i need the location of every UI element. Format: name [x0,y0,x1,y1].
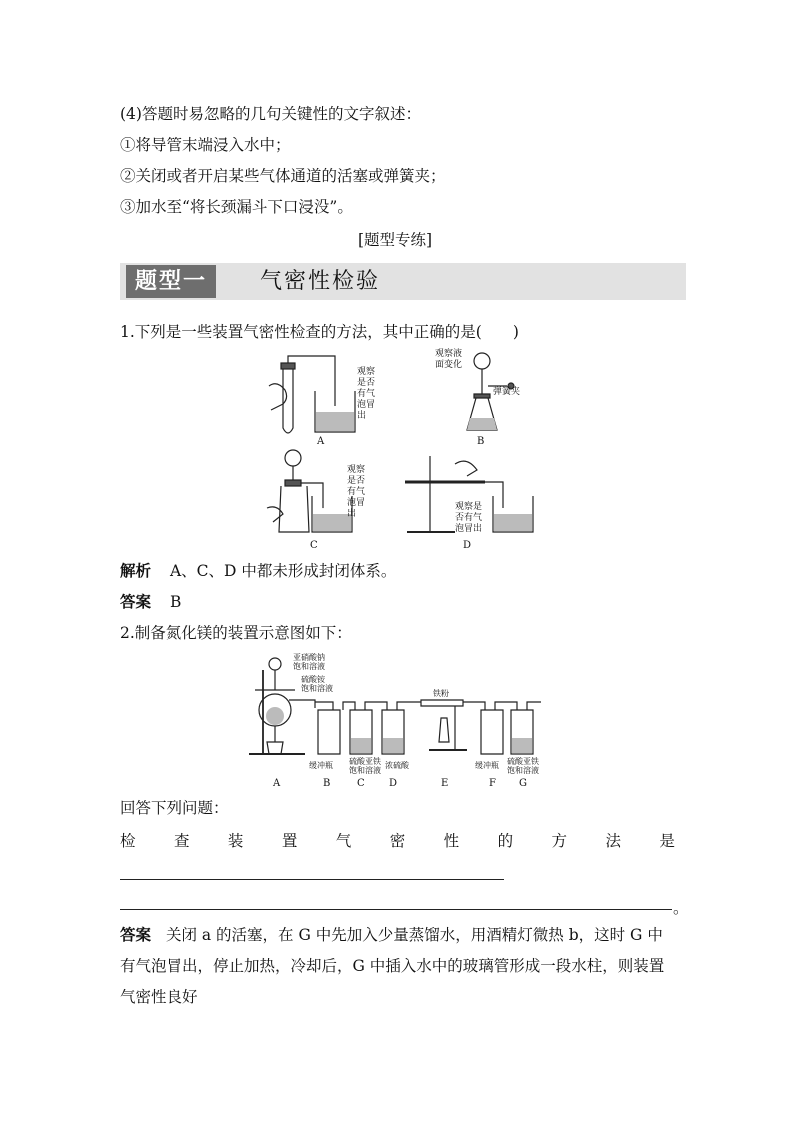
q2-answer-line-1 [120,925,663,945]
a-note-1: 观察 [357,367,376,377]
a-hand [269,384,287,410]
top-note-1a: 亚硝酸钠 [293,653,325,662]
letter-f: F [489,778,496,789]
bottle-b [318,710,340,754]
e-lamp [439,718,449,742]
spread-char: 密 [389,832,406,850]
letter-g: G [519,778,527,789]
bottom-label-1: 缓冲瓶 [309,761,333,770]
intro-item-2: ②关闭或者开启某些气体通道的活塞或弹簧夹； [120,167,446,185]
answer-blank-2[interactable] [120,909,672,910]
label-a: A [317,436,325,447]
a-note-5: 出 [357,411,367,421]
a-stopper [281,363,295,369]
c-note-2: 是否 [347,476,366,486]
section-banner [120,263,686,300]
spread-char: 装 [227,832,244,850]
bottle-f [481,710,503,754]
a-funnel [269,658,281,670]
c-bulb [285,450,301,466]
q1-apparatus-figure [255,346,545,554]
spread-char: 的 [497,832,514,850]
bottom-label-2: 硫酸亚铁 [349,757,381,766]
letter-b: B [323,778,331,789]
d-note-3: 泡冒出 [455,524,483,534]
spread-char: 法 [605,832,621,850]
banner-tag: 题型一 [126,265,216,298]
intro-heading: (4)答题时易忽略的几句关键性的文字叙述： [120,105,421,123]
spread-char: 方 [551,832,568,850]
letter-c: C [357,778,365,789]
a-test-tube [283,368,293,433]
bottom-label-6: 硫酸亚铁 [507,757,539,766]
spread-char: 性 [443,832,460,850]
a-note-2: 是否 [357,378,376,388]
q1-answer-text: B [169,593,182,611]
q1-analysis-label: 解析 [120,562,152,580]
bottom-label-5: 缓冲瓶 [475,761,499,770]
b-note-2: 弹簧夹 [493,387,521,397]
q1-answer-label: 答案 [120,593,152,611]
c-note-1: 观察 [347,465,366,475]
q1-analysis [120,561,396,581]
q2-answer-line-2: 有气泡冒出，停止加热，冷却后，G 中插入水中的玻璃管形成一段水柱，则装置 [120,957,665,975]
q2-answer-label: 答案 [120,926,152,944]
a-note-4: 泡冒 [357,400,376,410]
d-note-2: 否有气 [455,513,483,523]
b-funnel-bulb [474,353,490,369]
spread-char: 气 [335,832,352,850]
q2-answer-line-3: 气密性良好 [120,988,198,1006]
label-b: B [477,436,485,447]
top-note-2b: 饱和溶液 [301,684,333,693]
bottom-label-3: 饱和溶液 [349,766,381,775]
intro-item-1: ①将导管末端浸入水中； [120,136,291,154]
q2-answer-text-1: 关闭 a 的活塞，在 G 中先加入少量蒸馏水，用酒精灯微热 b，这时 G 中 [165,926,663,944]
spread-char: 是 [659,832,675,850]
label-d: D [463,540,472,551]
bottom-label-4: 浓硫酸 [385,761,409,770]
c-hand [267,507,283,522]
spread-char: 置 [281,832,298,850]
top-note-1b: 饱和溶液 [293,662,325,671]
iron-label: 铁粉 [433,689,449,698]
banner-title: 气密性检验 [260,269,381,294]
q2-stem: 2.制备氮化镁的装置示意图如下： [120,624,352,642]
top-note-2a: 硫酸铵 [301,675,325,684]
spread-char: 查 [173,832,190,850]
intro-item-3: ③加水至“将长颈漏斗下口浸没”。 [120,198,353,216]
q2-spread-line [120,829,675,851]
letter-d: D [389,778,398,789]
c-note-3: 有气 [347,487,366,497]
q2-prompt: 回答下列问题： [120,799,229,817]
end-mark: 。 [673,899,689,917]
c-note-4: 泡冒 [347,498,366,508]
section-label: [题型专练] [358,231,433,249]
q1-answer [120,592,181,612]
q1-stem: 1.下列是一些装置气密性检查的方法，其中正确的是( ) [120,323,519,341]
a-note-3: 有气 [357,389,376,399]
spread-char: 检 [120,832,136,850]
b-note-1b: 面变化 [435,360,463,370]
d-note-1: 观察是 [455,502,483,512]
d-hand [455,461,477,476]
q1-analysis-text: A、C、D 中都未形成封闭体系。 [169,562,397,580]
q2-apparatus-figure [245,650,550,790]
b-note-1a: 观察液 [435,349,463,359]
bottom-label-7: 饱和溶液 [507,766,539,775]
c-note-5: 出 [347,509,357,519]
c-bottle [279,486,309,532]
letter-a: A [273,778,281,789]
a-burner [267,726,283,754]
letter-e: E [441,778,449,789]
label-c: C [310,540,318,551]
answer-blank-1[interactable] [120,879,504,880]
e-tube [421,700,463,706]
